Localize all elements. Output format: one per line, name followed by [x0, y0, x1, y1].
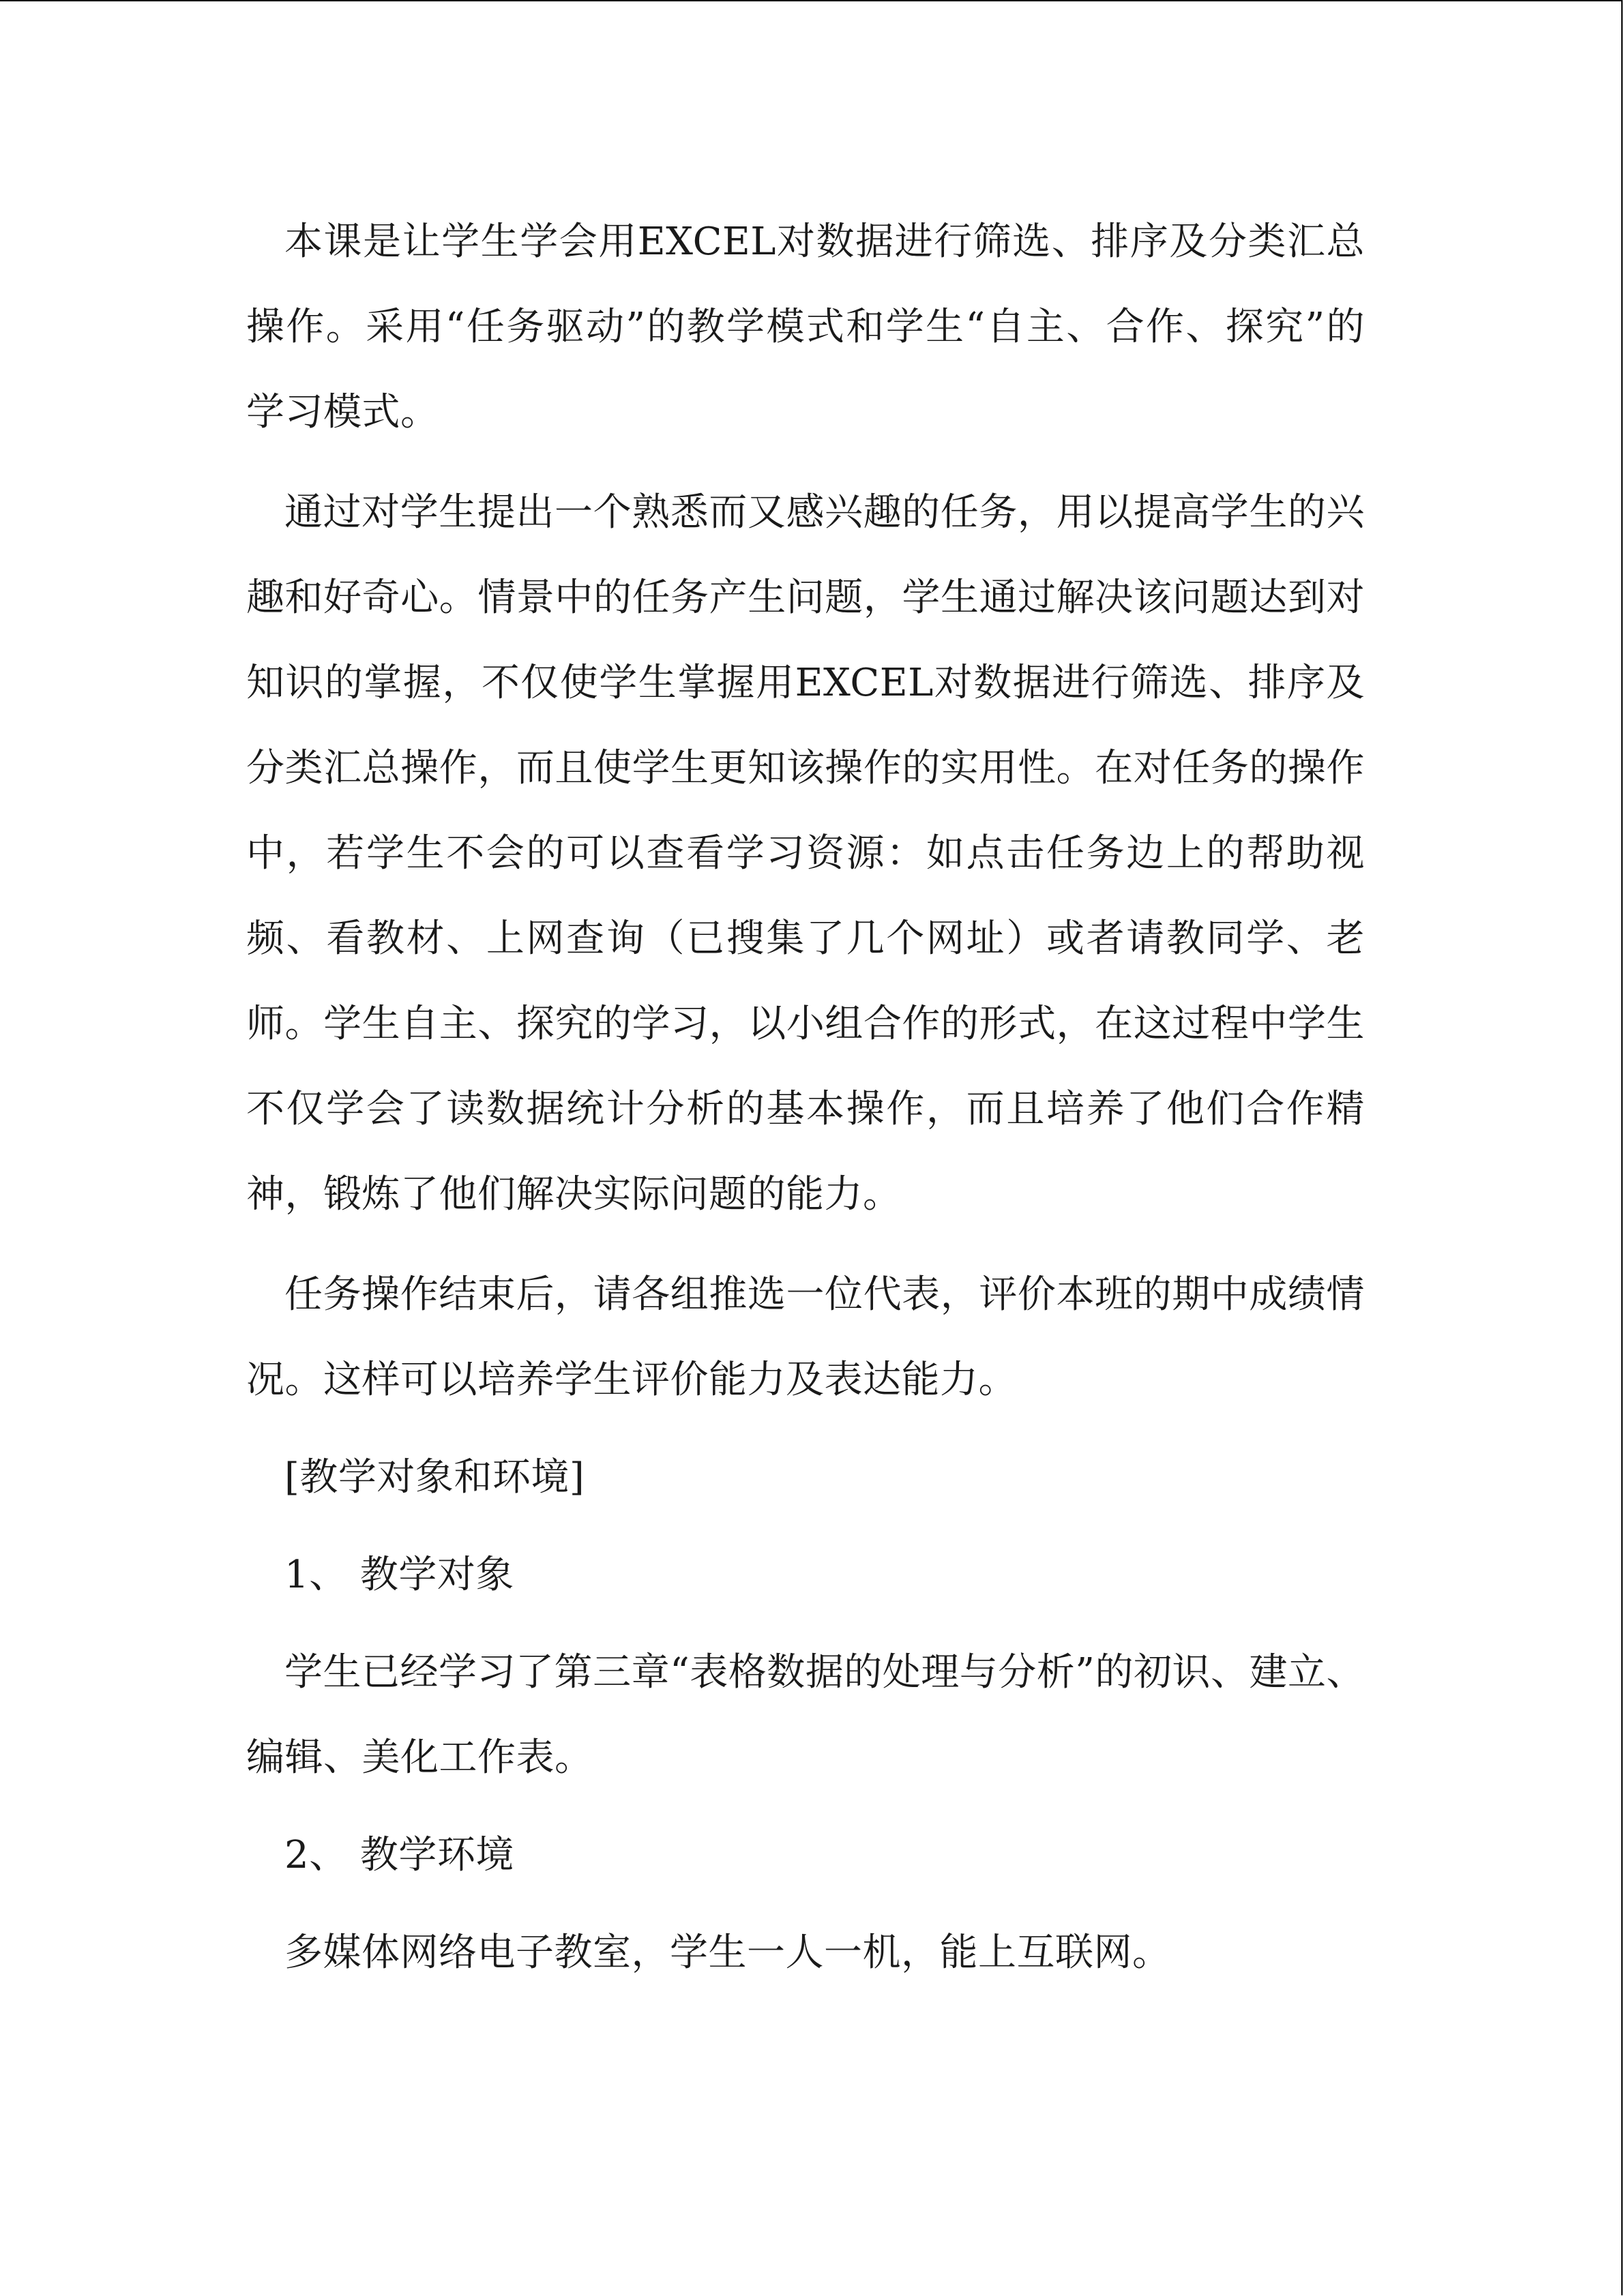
- item1-heading: 1、 教学对象: [284, 1553, 514, 1597]
- paragraph-gap: [246, 455, 1365, 470]
- paragraph-gap: [246, 1520, 1365, 1532]
- paragraph-gap: [246, 1800, 1365, 1813]
- paragraph-gap: [246, 1237, 1365, 1252]
- paragraph-gap: [246, 1617, 1365, 1630]
- paragraph-evaluation: 任务操作结束后，请各组推选一位代表，评价本班的期中成绩情况。这样可以培养学生评价能力及表达能力。: [246, 1272, 1365, 1402]
- item1-text: 学生已经学习了第三章“表格数据的处理与分析”的初识、建立、编辑、美化工作表。: [246, 1650, 1365, 1780]
- paragraph-gap: [246, 1898, 1365, 1910]
- paragraph-task: 通过对学生提出一个熟悉而又感兴趣的任务，用以提高学生的兴趣和好奇心。情景中的任务产生问题，学生通过解决该问题达到对知识的掌握，不仅使学生掌握用EXCEL对数据进行筛选、排序及分类汇总操作，而且使学生更知该操作的实用性。在对任务的操作中，若学生不会的可以查看学习资源：如点击任务边上的帮助视频、看教材、上网查询（已搜集了几个网址）或者请教同学、老师。学生自主、探究的学习，以小组合作的形式，在这过程中学生不仅学会了读数据统计分析的基本操作，而且培养了他们合作精神，锻炼了他们解决实际问题的能力。: [246, 490, 1365, 1217]
- item2-text: 多媒体网络电子教室，学生一人一机，能上互联网。: [284, 1930, 1171, 1975]
- document-body: [246, 199, 1365, 1995]
- paragraph-gap: [246, 1422, 1365, 1435]
- section-heading: [教学对象和环境]: [284, 1455, 585, 1500]
- paragraph-intro: 本课是让学生学会用EXCEL对数据进行筛选、排序及分类汇总操作。采用“任务驱动”的教学模式和学生“自主、合作、探究”的学习模式。: [246, 220, 1365, 434]
- item2-heading: 2、 教学环境: [284, 1833, 514, 1877]
